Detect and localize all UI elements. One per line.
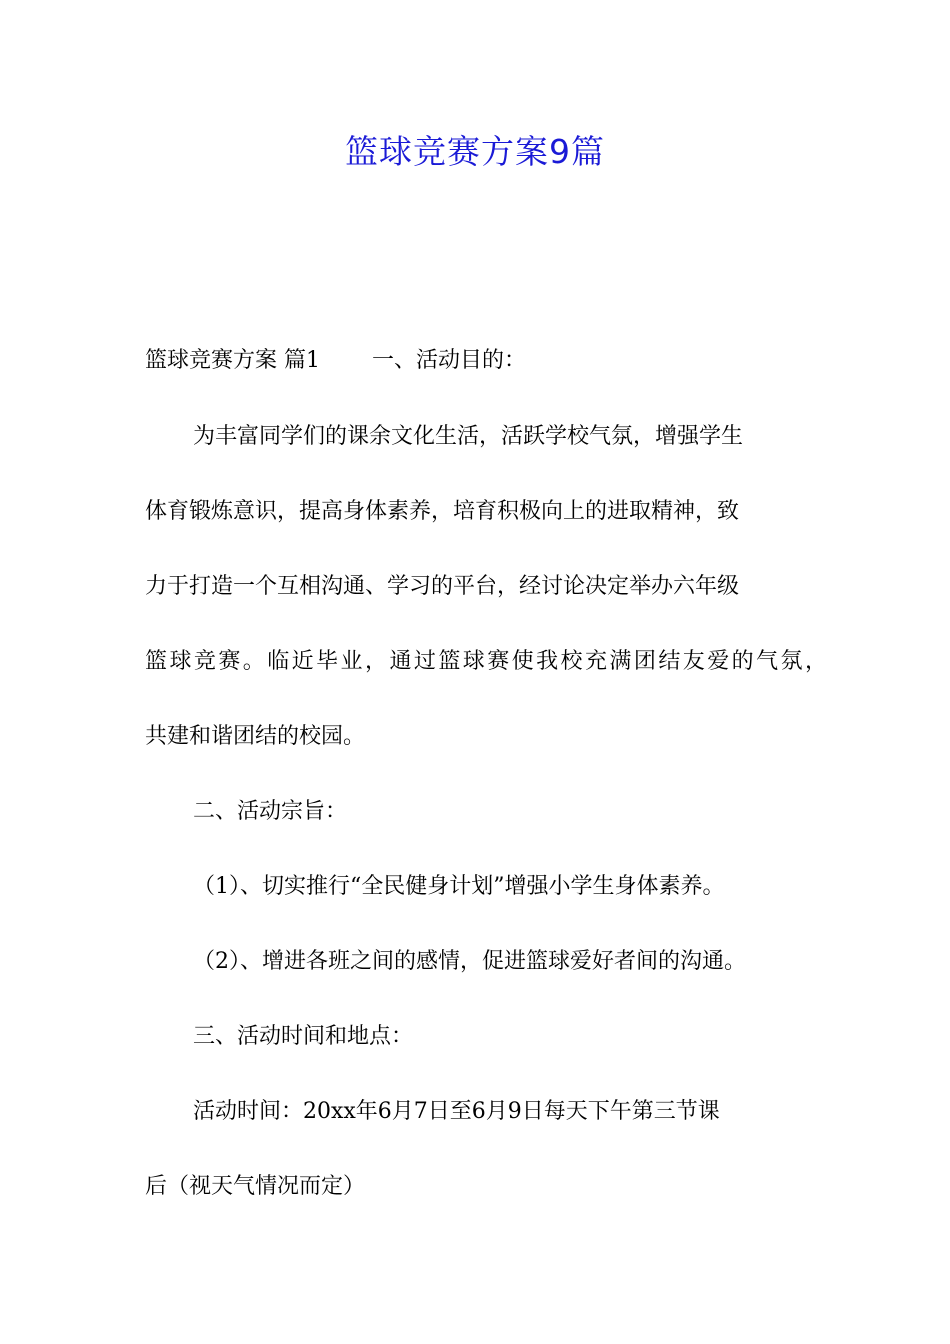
section-heading-line xyxy=(145,343,835,379)
section-label: 篮球竞赛方案 篇1 xyxy=(145,348,320,373)
paragraph-line: 为丰富同学们的课余文化生活，活跃学校气氛，增强学生 xyxy=(193,424,744,449)
list-item: （1）、切实推行“全民健身计划”增强小学生身体素养。 xyxy=(193,874,725,899)
heading-activity-purpose-2: 二、活动宗旨： xyxy=(193,799,348,824)
paragraph-line: 共建和谐团结的校园。 xyxy=(145,724,366,749)
paragraph-line: 篮球竞赛。临近毕业，通过篮球赛使我校充满团结友爱的气氛， xyxy=(145,649,827,674)
heading-time-and-place: 三、活动时间和地点： xyxy=(193,1024,414,1049)
heading-activity-purpose: 一、活动目的： xyxy=(372,348,527,373)
paragraph-line: 活动时间：20xx年6月7日至6月9日每天下午第三节课 xyxy=(193,1099,720,1124)
paragraph-line: 力于打造一个互相沟通、学习的平台，经讨论决定举办六年级 xyxy=(145,574,740,599)
document-title: 篮球竞赛方案9篇 xyxy=(345,132,605,171)
list-item: （2）、增进各班之间的感情，促进篮球爱好者间的沟通。 xyxy=(193,949,746,974)
paragraph-line: 体育锻炼意识，提高身体素养，培育积极向上的进取精神，致 xyxy=(145,499,740,524)
paragraph-line: 后（视天气情况而定） xyxy=(145,1174,366,1199)
